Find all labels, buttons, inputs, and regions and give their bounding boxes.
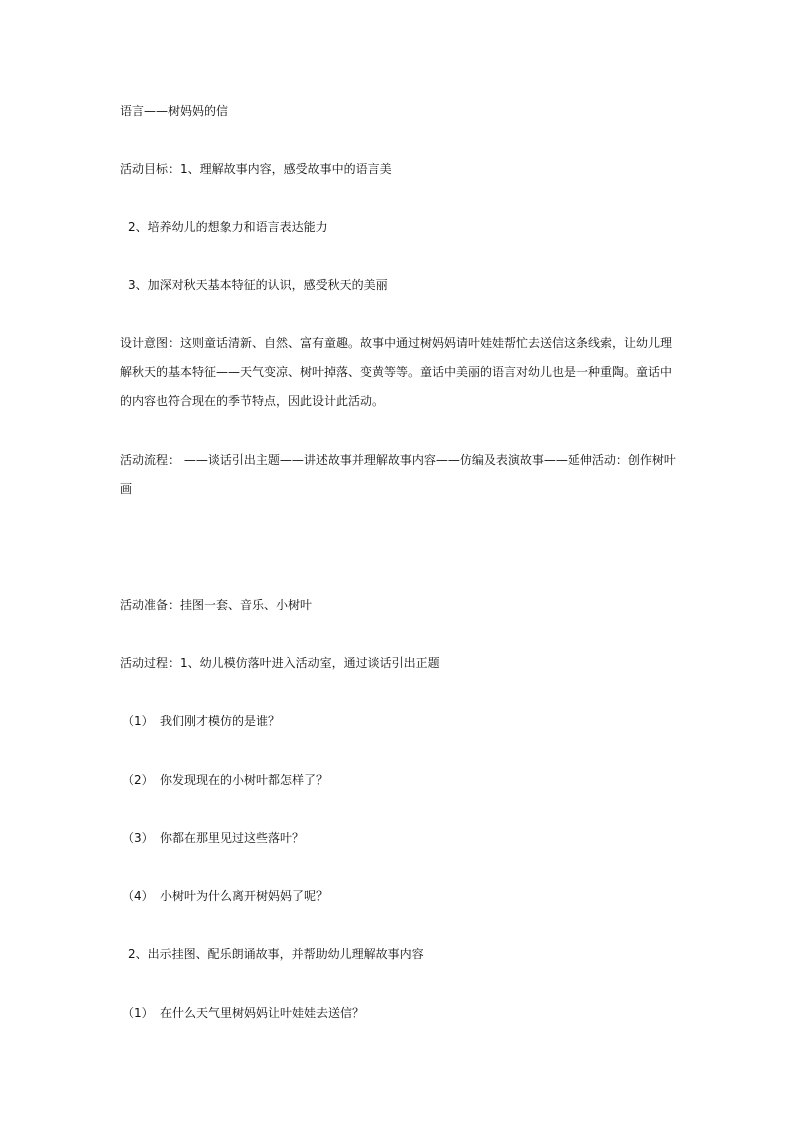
design-intent-line-2: 解秋天的基本特征——天气变凉、树叶掉落、变黄等等。童话中美丽的语言对幼儿也是一种重陶。童话中 <box>120 365 673 379</box>
flow-line-1: 活动流程： ——谈话引出主题——讲述故事并理解故事内容——仿编及表演故事——延伸活动：创作树叶 <box>120 453 676 467</box>
design-intent-line-1: 设计意图：这则童话清新、自然、富有童趣。故事中通过树妈妈请叶娃娃帮忙去送信这条线索，让幼儿理 <box>120 336 673 350</box>
question-4-text: 小树叶为什么离开树妈妈了呢？ <box>160 889 329 903</box>
question-2-number: （2） <box>122 773 154 787</box>
question-3-text: 你都在那里见过这些落叶？ <box>160 831 305 845</box>
question-1-text: 我们刚才模仿的是谁？ <box>160 714 281 728</box>
goal-intro: 活动目标：1、理解故事内容，感受故事中的语言美 <box>120 162 392 176</box>
document-title: 语言——树妈妈的信 <box>120 104 229 118</box>
process-intro: 活动过程：1、幼儿模仿落叶进入活动室，通过谈话引出正题 <box>120 656 440 670</box>
goal-item-3: 3、加深对秋天基本特征的认识，感受秋天的美丽 <box>128 278 388 292</box>
preparation: 活动准备：挂图一套、音乐、小树叶 <box>120 598 313 612</box>
question-1-number: （1） <box>122 714 154 728</box>
question-3-number: （3） <box>122 831 154 845</box>
question-5-text: 在什么天气里树妈妈让叶娃娃去送信？ <box>160 1006 365 1020</box>
flow-line-2: 画 <box>120 482 133 496</box>
design-intent-line-3: 的内容也符合现在的季节特点，因此设计此活动。 <box>120 394 385 408</box>
question-4-number: （4） <box>122 889 154 903</box>
goal-item-2: 2、培养幼儿的想象力和语言表达能力 <box>128 220 328 234</box>
question-2-text: 你发现现在的小树叶都怎样了？ <box>160 773 329 787</box>
question-5-number: （1） <box>122 1006 154 1020</box>
process-step-2: 2、出示挂图、配乐朗诵故事，并帮助幼儿理解故事内容 <box>128 947 424 961</box>
